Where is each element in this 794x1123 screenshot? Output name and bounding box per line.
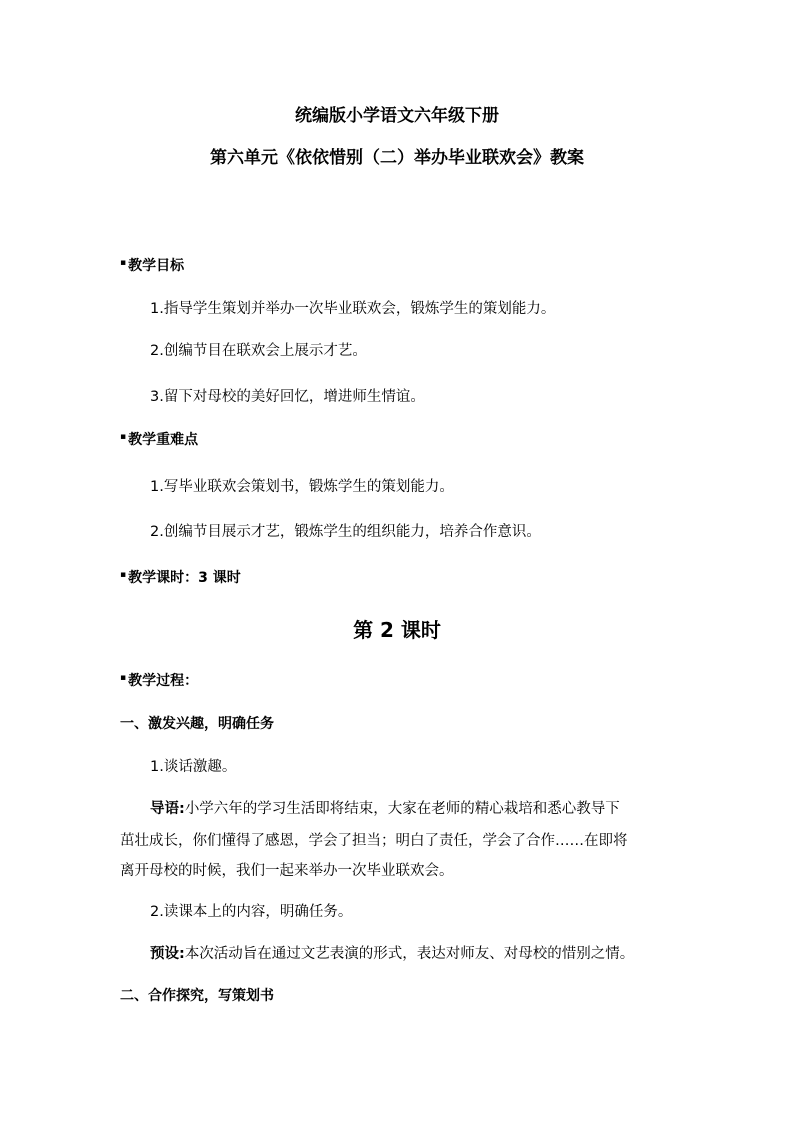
document-title-line2: 第六单元《依依惜别（二）举办毕业联欢会》教案: [210, 148, 584, 168]
process-heading: [120, 669, 198, 690]
goals-heading-text: 教学目标: [128, 258, 185, 274]
goal-item-2: 2.创编节目在联欢会上展示才艺。: [150, 343, 367, 359]
bullet-icon: ▪: [120, 432, 127, 442]
process-heading-text: 教学过程：: [128, 673, 199, 689]
goal-item-3: 3.留下对母校的美好回忆，增进师生情谊。: [150, 389, 425, 405]
bullet-icon: ▪: [120, 570, 127, 580]
step1-item-1: 1.谈话激趣。: [150, 759, 237, 775]
document-title-line1: 统编版小学语文六年级下册: [295, 106, 499, 126]
guide-line-2: 茁壮成长，你们懂得了感恩，学会了担当；明白了责任，学会了合作……在即将: [120, 833, 628, 849]
guide-line-3: 离开母校的时候，我们一起来举办一次毕业联欢会。: [120, 863, 454, 879]
step1-item-2: 2.读课本上的内容，明确任务。: [150, 904, 353, 920]
bullet-icon: ▪: [120, 673, 127, 683]
key-points-heading: [120, 428, 198, 449]
key-point-item-1: 1.写毕业联欢会策划书，锻炼学生的策划能力。: [150, 479, 454, 495]
step2-heading: 二、合作探究，写策划书: [120, 988, 274, 1004]
guide-line-1: [150, 800, 620, 818]
step1-heading: 一、激发兴趣，明确任务: [120, 716, 274, 732]
lesson-title: 第 2 课时: [353, 618, 441, 642]
bullet-icon: ▪: [120, 258, 127, 268]
key-point-item-2: 2.创编节目展示才艺，锻炼学生的组织能力，培养合作意识。: [150, 524, 541, 540]
preset-text: 本次活动旨在通过文艺表演的形式，表达对师友、对母校的惜别之情。: [184, 946, 635, 962]
guide-text-1: 小学六年的学习生活即将结束，大家在老师的精心栽培和悉心教导下: [184, 801, 620, 817]
goal-item-1: 1.指导学生策划并举办一次毕业联欢会，锻炼学生的策划能力。: [150, 301, 556, 317]
preset-label: 预设:: [150, 946, 185, 962]
goals-heading: [120, 254, 184, 275]
preset-line: [150, 945, 634, 963]
hours-text: 教学课时：3 课时: [128, 570, 241, 586]
guide-label: 导语:: [150, 801, 185, 817]
hours-line: [120, 566, 241, 587]
key-points-heading-text: 教学重难点: [128, 432, 199, 448]
